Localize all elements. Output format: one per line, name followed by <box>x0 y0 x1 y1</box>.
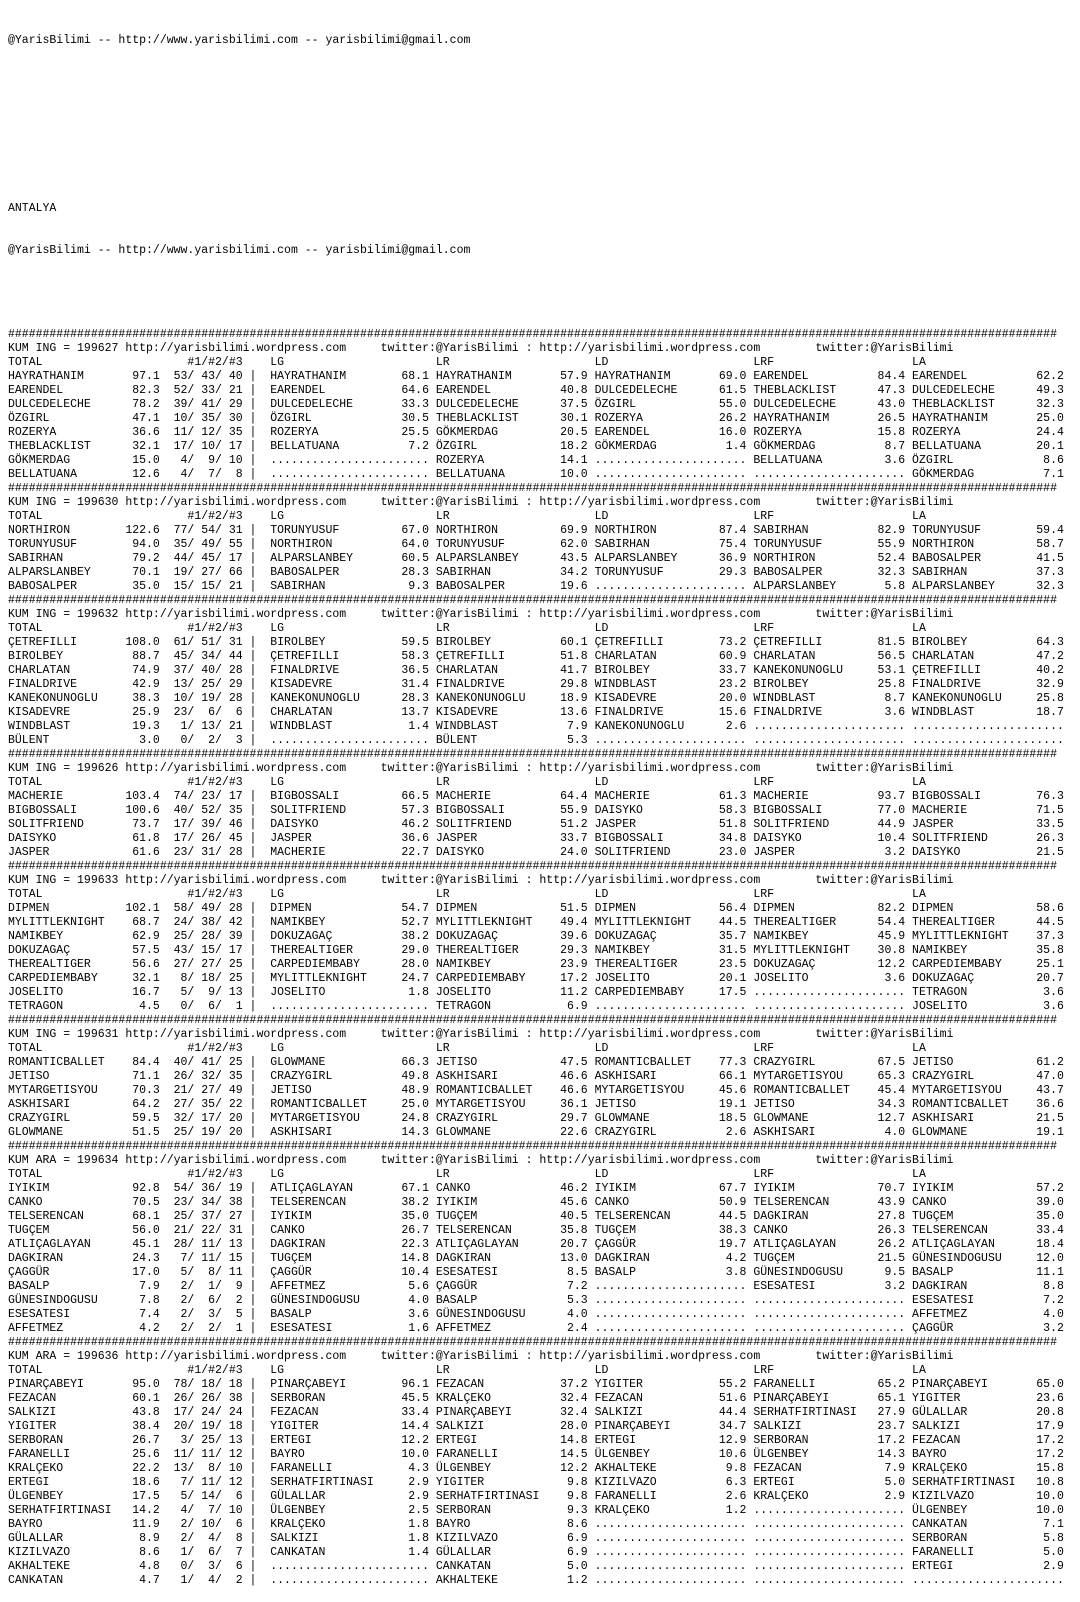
race-header: KUM ING = 199633 http://yarisbilimi.wordpress.com twitter:@YarisBilimi : http://yarisbilimi.wordpress.com twitter:@YarisBilimi <box>8 874 954 887</box>
result-row: DAGKIRAN 24.3 7/ 11/ 15 | TUGÇEM 14.8 DAGKIRAN 13.0 DAGKIRAN 4.2 TUGÇEM 21.5 GÜNESINDOGUSU 12.0 <box>8 1252 1064 1265</box>
result-row: GLOWMANE 51.5 25/ 19/ 20 | ASKHISARI 14.3 GLOWMANE 22.6 CRAZYGIRL 2.6 ASKHISARI 4.0 GLOWMANE 19.1 <box>8 1126 1064 1139</box>
result-row: KISADEVRE 25.9 23/ 6/ 6 | CHARLATAN 13.7 KISADEVRE 13.6 FINALDRIVE 15.6 FINALDRIVE 3.6 WINDBLAST 18.7 <box>8 706 1064 719</box>
result-row: NAMIKBEY 62.9 25/ 28/ 39 | DOKUZAGAÇ 38.2 DOKUZAGAÇ 39.6 DOKUZAGAÇ 35.7 NAMIKBEY 45.9 MYLITTLEKNIGHT 37.3 <box>8 930 1064 943</box>
race-header: KUM ARA = 199636 http://yarisbilimi.wordpress.com twitter:@YarisBilimi : http://yarisbilimi.wordpress.com twitter:@YarisBilimi <box>8 1350 954 1363</box>
column-header-row: TOTAL #1/#2/#3 LG LR LD LRF LA <box>8 1168 926 1181</box>
result-row: DULCEDELECHE 78.2 39/ 41/ 29 | DULCEDELECHE 33.3 DULCEDELECHE 37.5 ÖZGIRL 55.0 DULCEDELECHE 43.0 THEBLACKLIST 32.3 <box>8 398 1064 411</box>
result-row: BELLATUANA 12.6 4/ 7/ 8 | ....................... BELLATUANA 10.0 ...................... ...................... GÖKMERDAG 7.1 <box>8 468 1064 481</box>
result-row: CANKO 70.5 23/ 34/ 38 | TELSERENCAN 38.2 IYIKIM 45.6 CANKO 50.9 TELSERENCAN 43.9 CANKO 39.0 <box>8 1196 1064 1209</box>
separator-line: ######################################################################################################################################################## <box>8 748 1057 761</box>
result-row: ÖZGIRL 47.1 10/ 35/ 30 | ÖZGIRL 30.5 THEBLACKLIST 30.1 ROZERYA 26.2 HAYRATHANIM 26.5 HAYRATHANIM 25.0 <box>8 412 1064 425</box>
result-row: SERBORAN 26.7 3/ 25/ 13 | ERTEGI 12.2 ERTEGI 14.8 ERTEGI 12.9 SERBORAN 17.2 FEZACAN 17.2 <box>8 1434 1064 1447</box>
result-row: DAISYKO 61.8 17/ 26/ 45 | JASPER 36.6 JASPER 33.7 BIGBOSSALI 34.8 DAISYKO 10.4 SOLITFRIEND 26.3 <box>8 832 1064 845</box>
result-row: EARENDEL 82.3 52/ 33/ 21 | EARENDEL 64.6 EARENDEL 40.8 DULCEDELECHE 61.5 THEBLACKLIST 47.3 DULCEDELECHE 49.3 <box>8 384 1064 397</box>
result-row: CANKATAN 4.7 1/ 4/ 2 | ....................... AKHALTEKE 1.2 ...................... ...................... ...................... <box>8 1574 1064 1587</box>
result-row: CRAZYGIRL 59.5 32/ 17/ 20 | MYTARGETISYOU 24.8 CRAZYGIRL 29.7 GLOWMANE 18.5 GLOWMANE 12.7 ASKHISARI 21.5 <box>8 1112 1064 1125</box>
result-row: ÇAGGÜR 17.0 5/ 8/ 11 | ÇAGGÜR 10.4 ESESATESI 8.5 BASALP 3.8 GÜNESINDOGUSU 9.5 BASALP 11.1 <box>8 1266 1064 1279</box>
result-row: ESESATESI 7.4 2/ 3/ 5 | BASALP 3.6 GÜNESINDOGUSU 4.0 ...................... ...................... AFFETMEZ 4.0 <box>8 1308 1064 1321</box>
result-row: BÜLENT 3.0 0/ 2/ 3 | ....................... BÜLENT 5.3 ...................... ...................... ...................... <box>8 734 1064 747</box>
result-row: AFFETMEZ 4.2 2/ 2/ 1 | ESESATESI 1.6 AFFETMEZ 2.4 ...................... ...................... ÇAGGÜR 3.2 <box>8 1322 1064 1335</box>
result-row: JETISO 71.1 26/ 32/ 35 | CRAZYGIRL 49.8 ASKHISARI 46.6 ASKHISARI 66.1 MYTARGETISYOU 65.3 CRAZYGIRL 47.0 <box>8 1070 1064 1083</box>
result-row: KANEKONUNOGLU 38.3 10/ 19/ 28 | KANEKONUNOGLU 28.3 KANEKONUNOGLU 18.9 KISADEVRE 20.0 WINDBLAST 8.7 KANEKONUNOGLU 25.8 <box>8 692 1064 705</box>
separator-line: ######################################################################################################################################################## <box>8 594 1057 607</box>
race-header: KUM ING = 199631 http://yarisbilimi.wordpress.com twitter:@YarisBilimi : http://yarisbilimi.wordpress.com twitter:@YarisBilimi <box>8 1028 954 1041</box>
result-row: PINARÇABEYI 95.0 78/ 18/ 18 | PINARÇABEYI 96.1 FEZACAN 37.2 YIGITER 55.2 FARANELLI 65.2 PINARÇABEYI 65.0 <box>8 1378 1064 1391</box>
result-row: YIGITER 38.4 20/ 19/ 18 | YIGITER 14.4 SALKIZI 28.0 PINARÇABEYI 34.7 SALKIZI 23.7 SALKIZI 17.9 <box>8 1420 1064 1433</box>
result-row: BABOSALPER 35.0 15/ 15/ 21 | SABIRHAN 9.3 BABOSALPER 19.6 ...................... ALPARSLANBEY 5.8 ALPARSLANBEY 32.3 <box>8 580 1064 593</box>
result-row: ALPARSLANBEY 70.1 19/ 27/ 66 | BABOSALPER 28.3 SABIRHAN 34.2 TORUNYUSUF 29.3 BABOSALPER 32.3 SABIRHAN 37.3 <box>8 566 1064 579</box>
race-header: KUM ING = 199632 http://yarisbilimi.wordpress.com twitter:@YarisBilimi : http://yarisbilimi.wordpress.com twitter:@YarisBilimi <box>8 608 954 621</box>
result-row: ASKHISARI 64.2 27/ 35/ 22 | ROMANTICBALLET 25.0 MYTARGETISYOU 36.1 JETISO 19.1 JETISO 34.3 ROMANTICBALLET 36.6 <box>8 1098 1064 1111</box>
column-header-row: TOTAL #1/#2/#3 LG LR LD LRF LA <box>8 356 926 369</box>
separator-line: ######################################################################################################################################################## <box>8 860 1057 873</box>
blank-line <box>8 286 1064 300</box>
column-header-row: TOTAL #1/#2/#3 LG LR LD LRF LA <box>8 1364 926 1377</box>
result-row: TUGÇEM 56.0 21/ 22/ 31 | CANKO 26.7 TELSERENCAN 35.8 TUGÇEM 38.3 CANKO 26.3 TELSERENCAN 33.4 <box>8 1224 1064 1237</box>
result-row: KIZILVAZO 8.6 1/ 6/ 7 | CANKATAN 1.4 GÜLALLAR 6.9 ...................... ...................... FARANELLI 5.0 <box>8 1546 1064 1559</box>
result-row: DOKUZAGAÇ 57.5 43/ 15/ 17 | THEREALTIGER 29.0 THEREALTIGER 29.3 NAMIKBEY 31.5 MYLITTLEKNIGHT 30.8 NAMIKBEY 35.8 <box>8 944 1064 957</box>
blank-line <box>8 118 1064 132</box>
separator-line: ######################################################################################################################################################## <box>8 1014 1057 1027</box>
race-header: KUM ARA = 199634 http://yarisbilimi.wordpress.com twitter:@YarisBilimi : http://yarisbilimi.wordpress.com twitter:@YarisBilimi <box>8 1154 954 1167</box>
header-contact-line: @YarisBilimi -- http://www.yarisbilimi.com -- yarisbilimi@gmail.com <box>8 34 471 47</box>
result-row: ÇETREFILLI 108.0 61/ 51/ 31 | BIROLBEY 59.5 BIROLBEY 60.1 ÇETREFILLI 73.2 ÇETREFILLI 81.5 BIROLBEY 64.3 <box>8 636 1064 649</box>
result-row: KRALÇEKO 22.2 13/ 8/ 10 | FARANELLI 4.3 ÜLGENBEY 12.2 AKHALTEKE 9.8 FEZACAN 7.9 KRALÇEKO 15.8 <box>8 1462 1064 1475</box>
result-row: WINDBLAST 19.3 1/ 13/ 21 | WINDBLAST 1.4 WINDBLAST 7.9 KANEKONUNOGLU 2.6 ...................... ...................... <box>8 720 1064 733</box>
result-row: GÜLALLAR 8.9 2/ 4/ 8 | SALKIZI 1.8 KIZILVAZO 6.9 ...................... ...................... SERBORAN 5.8 <box>8 1532 1064 1545</box>
result-row: NORTHIRON 122.6 77/ 54/ 31 | TORUNYUSUF 67.0 NORTHIRON 69.9 NORTHIRON 87.4 SABIRHAN 82.9 TORUNYUSUF 59.4 <box>8 524 1064 537</box>
blank-line <box>8 76 1064 90</box>
result-row: ATLIÇAGLAYAN 45.1 28/ 11/ 13 | DAGKIRAN 22.3 ATLIÇAGLAYAN 20.7 ÇAGGÜR 19.7 ATLIÇAGLAYAN 26.2 ATLIÇAGLAYAN 18.4 <box>8 1238 1064 1251</box>
result-row: SABIRHAN 79.2 44/ 45/ 17 | ALPARSLANBEY 60.5 ALPARSLANBEY 43.5 ALPARSLANBEY 36.9 NORTHIRON 52.4 BABOSALPER 41.5 <box>8 552 1064 565</box>
race-blocks <box>8 328 1064 1588</box>
result-row: ERTEGI 18.6 7/ 11/ 12 | SERHATFIRTINASI 2.9 YIGITER 9.8 KIZILVAZO 6.3 ERTEGI 5.0 SERHATFIRTINASI 10.8 <box>8 1476 1064 1489</box>
result-row: GÜNESINDOGUSU 7.8 2/ 6/ 2 | GÜNESINDOGUSU 4.0 BASALP 5.3 ...................... ...................... ESESATESI 7.2 <box>8 1294 1064 1307</box>
result-row: JOSELITO 16.7 5/ 9/ 13 | JOSELITO 1.8 JOSELITO 11.2 CARPEDIEMBABY 17.5 ...................... TETRAGON 3.6 <box>8 986 1064 999</box>
result-row: ROMANTICBALLET 84.4 40/ 41/ 25 | GLOWMANE 66.3 JETISO 47.5 ROMANTICBALLET 77.3 CRAZYGIRL 67.5 JETISO 61.2 <box>8 1056 1064 1069</box>
column-header-row: TOTAL #1/#2/#3 LG LR LD LRF LA <box>8 622 926 635</box>
race-header: KUM ING = 199626 http://yarisbilimi.wordpress.com twitter:@YarisBilimi : http://yarisbilimi.wordpress.com twitter:@YarisBilimi <box>8 762 954 775</box>
blank-line <box>8 160 1064 174</box>
result-row: IYIKIM 92.8 54/ 36/ 19 | ATLIÇAGLAYAN 67.1 CANKO 46.2 IYIKIM 67.7 IYIKIM 70.7 IYIKIM 57.2 <box>8 1182 1064 1195</box>
result-row: FARANELLI 25.6 11/ 11/ 12 | BAYRO 10.0 FARANELLI 14.5 ÜLGENBEY 10.6 ÜLGENBEY 14.3 BAYRO 17.2 <box>8 1448 1064 1461</box>
column-header-row: TOTAL #1/#2/#3 LG LR LD LRF LA <box>8 1042 926 1055</box>
result-row: SOLITFRIEND 73.7 17/ 39/ 46 | DAISYKO 46.2 SOLITFRIEND 51.2 JASPER 51.8 SOLITFRIEND 44.9 JASPER 33.5 <box>8 818 1064 831</box>
result-row: FINALDRIVE 42.9 13/ 25/ 29 | KISADEVRE 31.4 FINALDRIVE 29.8 WINDBLAST 23.2 BIROLBEY 25.8 FINALDRIVE 32.9 <box>8 678 1064 691</box>
result-row: TELSERENCAN 68.1 25/ 37/ 27 | IYIKIM 35.0 TUGÇEM 40.5 TELSERENCAN 44.5 DAGKIRAN 27.8 TUGÇEM 35.0 <box>8 1210 1064 1223</box>
city-contact-line: @YarisBilimi -- http://www.yarisbilimi.com -- yarisbilimi@gmail.com <box>8 244 471 257</box>
column-header-row: TOTAL #1/#2/#3 LG LR LD LRF LA <box>8 510 926 523</box>
result-row: BIROLBEY 88.7 45/ 34/ 44 | ÇETREFILLI 58.3 ÇETREFILLI 51.8 CHARLATAN 60.9 CHARLATAN 56.5 CHARLATAN 47.2 <box>8 650 1064 663</box>
result-row: AKHALTEKE 4.8 0/ 3/ 6 | ....................... CANKATAN 5.0 ...................... ...................... ERTEGI 2.9 <box>8 1560 1064 1573</box>
result-row: DIPMEN 102.1 58/ 49/ 28 | DIPMEN 54.7 DIPMEN 51.5 DIPMEN 56.4 DIPMEN 82.2 DIPMEN 58.6 <box>8 902 1064 915</box>
result-row: TORUNYUSUF 94.0 35/ 49/ 55 | NORTHIRON 64.0 TORUNYUSUF 62.0 SABIRHAN 75.4 TORUNYUSUF 55.9 NORTHIRON 58.7 <box>8 538 1064 551</box>
result-row: THEREALTIGER 56.6 27/ 27/ 25 | CARPEDIEMBABY 28.0 NAMIKBEY 23.9 THEREALTIGER 23.5 DOKUZAGAÇ 12.2 CARPEDIEMBABY 25.1 <box>8 958 1064 971</box>
result-row: SERHATFIRTINASI 14.2 4/ 7/ 10 | ÜLGENBEY 2.5 SERBORAN 9.3 KRALÇEKO 1.2 ...................... ÜLGENBEY 10.0 <box>8 1504 1064 1517</box>
result-row: ÜLGENBEY 17.5 5/ 14/ 6 | GÜLALLAR 2.9 SERHATFIRTINASI 9.8 FARANELLI 2.6 KRALÇEKO 2.9 KIZILVAZO 10.0 <box>8 1490 1064 1503</box>
result-row: MYTARGETISYOU 70.3 21/ 27/ 49 | JETISO 48.9 ROMANTICBALLET 46.6 MYTARGETISYOU 45.6 ROMANTICBALLET 45.4 MYTARGETISYOU 43.7 <box>8 1084 1064 1097</box>
result-row: THEBLACKLIST 32.1 17/ 10/ 17 | BELLATUANA 7.2 ÖZGIRL 18.2 GÖKMERDAG 1.4 GÖKMERDAG 8.7 BELLATUANA 20.1 <box>8 440 1064 453</box>
result-row: BASALP 7.9 2/ 1/ 9 | AFFETMEZ 5.6 ÇAGGÜR 7.2 ...................... ESESATESI 3.2 DAGKIRAN 8.8 <box>8 1280 1064 1293</box>
race-header: KUM ING = 199630 http://yarisbilimi.wordpress.com twitter:@YarisBilimi : http://yarisbilimi.wordpress.com twitter:@YarisBilimi <box>8 496 954 509</box>
result-row: CHARLATAN 74.9 37/ 40/ 28 | FINALDRIVE 36.5 CHARLATAN 41.7 BIROLBEY 33.7 KANEKONUNOGLU 53.1 ÇETREFILLI 40.2 <box>8 664 1064 677</box>
separator-line: ######################################################################################################################################################## <box>8 1336 1057 1349</box>
separator-line: ######################################################################################################################################################## <box>8 482 1057 495</box>
race-header: KUM ING = 199627 http://yarisbilimi.wordpress.com twitter:@YarisBilimi : http://yarisbilimi.wordpress.com twitter:@YarisBilimi <box>8 342 954 355</box>
result-row: HAYRATHANIM 97.1 53/ 43/ 40 | HAYRATHANIM 68.1 HAYRATHANIM 57.9 HAYRATHANIM 69.0 EARENDEL 84.4 EARENDEL 62.2 <box>8 370 1064 383</box>
column-header-row: TOTAL #1/#2/#3 LG LR LD LRF LA <box>8 776 926 789</box>
result-row: GÖKMERDAG 15.0 4/ 9/ 10 | ....................... ROZERYA 14.1 ...................... BELLATUANA 3.6 ÖZGIRL 8.6 <box>8 454 1064 467</box>
result-row: TETRAGON 4.5 0/ 6/ 1 | ....................... TETRAGON 6.9 ...................... ...................... JOSELITO 3.6 <box>8 1000 1064 1013</box>
result-row: MACHERIE 103.4 74/ 23/ 17 | BIGBOSSALI 66.5 MACHERIE 64.4 MACHERIE 61.3 MACHERIE 93.7 BIGBOSSALI 76.3 <box>8 790 1064 803</box>
city-title: ANTALYA <box>8 202 57 215</box>
separator-line: ######################################################################################################################################################## <box>8 1140 1057 1153</box>
separator-line: ######################################################################################################################################################## <box>8 328 1057 341</box>
result-row: SALKIZI 43.8 17/ 24/ 24 | FEZACAN 33.4 PINARÇABEYI 32.4 SALKIZI 44.4 SERHATFIRTINASI 27.9 GÜLALLAR 20.8 <box>8 1406 1064 1419</box>
result-row: CARPEDIEMBABY 32.1 8/ 18/ 25 | MYLITTLEKNIGHT 24.7 CARPEDIEMBABY 17.2 JOSELITO 20.1 JOSELITO 3.6 DOKUZAGAÇ 20.7 <box>8 972 1064 985</box>
result-row: BAYRO 11.9 2/ 10/ 6 | KRALÇEKO 1.8 BAYRO 8.6 ...................... ...................... CANKATAN 7.1 <box>8 1518 1064 1531</box>
column-header-row: TOTAL #1/#2/#3 LG LR LD LRF LA <box>8 888 926 901</box>
result-row: ROZERYA 36.6 11/ 12/ 35 | ROZERYA 25.5 GÖKMERDAG 20.5 EARENDEL 16.0 ROZERYA 15.8 ROZERYA 24.4 <box>8 426 1064 439</box>
result-row: MYLITTLEKNIGHT 68.7 24/ 38/ 42 | NAMIKBEY 52.7 MYLITTLEKNIGHT 49.4 MYLITTLEKNIGHT 44.5 THEREALTIGER 54.4 THEREALTIGER 44.5 <box>8 916 1064 929</box>
result-row: BIGBOSSALI 100.6 40/ 52/ 35 | SOLITFRIEND 57.3 BIGBOSSALI 55.9 DAISYKO 58.3 BIGBOSSALI 77.0 MACHERIE 71.5 <box>8 804 1064 817</box>
result-row: FEZACAN 60.1 26/ 26/ 38 | SERBORAN 45.5 KRALÇEKO 32.4 FEZACAN 51.6 PINARÇABEYI 65.1 YIGITER 23.6 <box>8 1392 1064 1405</box>
race-results-document <box>8 6 1064 1602</box>
result-row: JASPER 61.6 23/ 31/ 28 | MACHERIE 22.7 DAISYKO 24.0 SOLITFRIEND 23.0 JASPER 3.2 DAISYKO 21.5 <box>8 846 1064 859</box>
